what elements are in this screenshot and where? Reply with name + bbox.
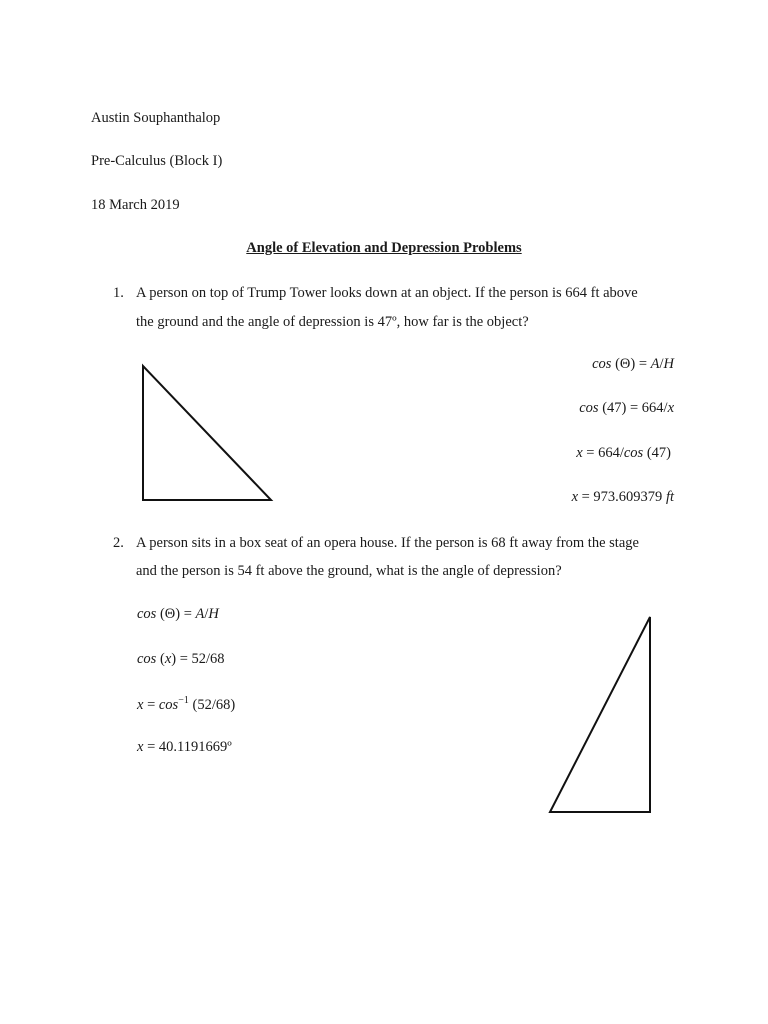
problem-1-line-1: A person on top of Trump Tower looks down at an object. If the person is 664 ft above <box>136 285 638 301</box>
problem-2-equation-4: x = 40.1191669º <box>137 739 232 755</box>
problem-1-line-2: the ground and the angle of depression is 47º, how far is the object? <box>136 314 529 330</box>
problem-1-equation-2: cos (47) = 664/x <box>579 400 674 416</box>
problem-2-number: 2. <box>113 535 124 551</box>
problem-1-number: 1. <box>113 285 124 301</box>
problem-1-equation-1: cos (Θ) = A/H <box>592 356 674 372</box>
problem-2-equation-1: cos (Θ) = A/H <box>137 606 219 622</box>
problem-2-line-2: and the person is 54 ft above the ground, what is the angle of depression? <box>136 563 562 579</box>
course-name: Pre-Calculus (Block I) <box>91 153 223 169</box>
student-name: Austin Souphanthalop <box>91 110 221 126</box>
problem-2-equation-2: cos (x) = 52/68 <box>137 651 225 667</box>
page-title: Angle of Elevation and Depression Problems <box>246 240 522 256</box>
problem-2-line-1: A person sits in a box seat of an opera house. If the person is 68 ft away from the stage <box>136 535 639 551</box>
document-date: 18 March 2019 <box>91 197 180 213</box>
problem-1-equation-3: x = 664/cos (47) <box>576 445 671 461</box>
problem-2-equation-3: $x = \cos^{-1} (52/68)$ <box>137 695 236 713</box>
problem-1-equation-4: x = 973.609379 ft <box>571 489 674 505</box>
